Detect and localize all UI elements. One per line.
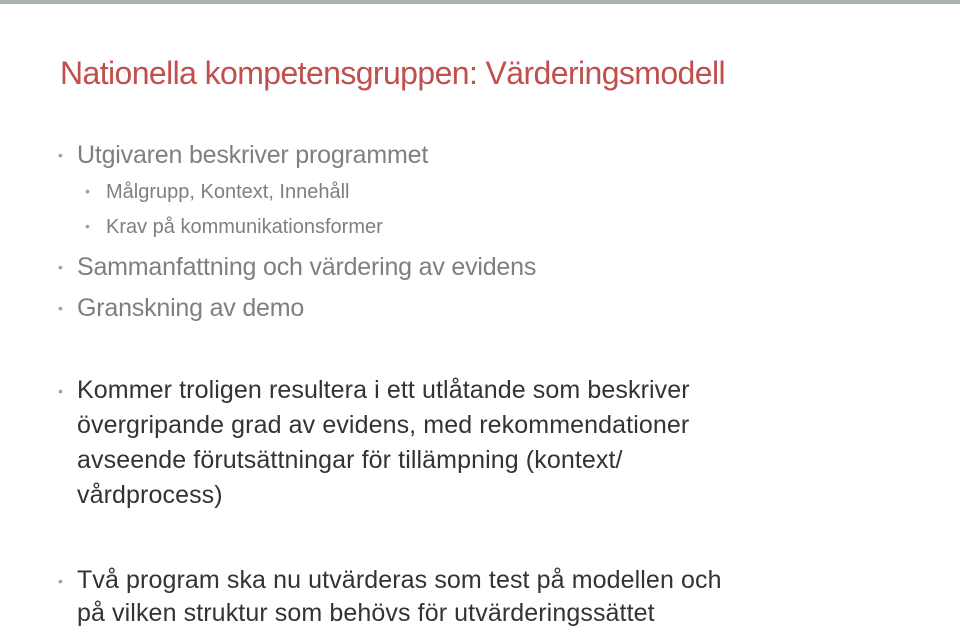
bullet-text: avseende förutsättningar för tillämpning (kontext/ bbox=[77, 446, 623, 474]
subbullet-target-group bbox=[85, 180, 350, 204]
bullet-dot: • bbox=[58, 147, 63, 163]
bullet-dot: • bbox=[58, 383, 64, 399]
bullet-text: Kommer troligen resultera i ett utlåtande som beskriver bbox=[77, 376, 690, 404]
top-rule bbox=[0, 0, 960, 4]
bullet-text: Krav på kommunikationsformer bbox=[106, 216, 383, 238]
bullet-text: vårdprocess) bbox=[77, 481, 223, 509]
bullet-text: Sammanfattning och värdering av evidens bbox=[77, 253, 537, 281]
bullet-dot: • bbox=[58, 259, 63, 275]
bullet-dot: • bbox=[58, 300, 63, 316]
bullet-dot: • bbox=[85, 218, 90, 234]
bullet-text: övergripande grad av evidens, med rekommendationer bbox=[77, 411, 690, 439]
bullet-two-programs-line bbox=[77, 596, 655, 631]
subbullet-communication bbox=[85, 215, 383, 239]
bullet-text: Målgrupp, Kontext, Innehåll bbox=[106, 181, 350, 203]
bullet-text: Två program ska nu utvärderas som test på modellen och bbox=[77, 566, 722, 594]
slide-title: Nationella kompetensgruppen: Värderingsmodell bbox=[60, 55, 725, 91]
bullet-demo-review bbox=[58, 293, 305, 323]
bullet-text: på vilken struktur som behövs för utvärderingssättet bbox=[77, 599, 655, 627]
bullet-statement-line bbox=[77, 408, 689, 443]
bullet-publisher bbox=[58, 140, 429, 170]
bullet-text: Utgivaren beskriver programmet bbox=[77, 141, 429, 169]
bullet-two-programs bbox=[58, 563, 722, 598]
bullet-statement bbox=[58, 373, 690, 408]
bullet-dot: • bbox=[85, 183, 90, 199]
bullet-dot: • bbox=[58, 573, 64, 589]
bullet-text: Granskning av demo bbox=[77, 294, 305, 322]
bullet-statement-line bbox=[77, 478, 223, 513]
bullet-summary bbox=[58, 252, 537, 282]
bullet-statement-line bbox=[77, 443, 623, 478]
